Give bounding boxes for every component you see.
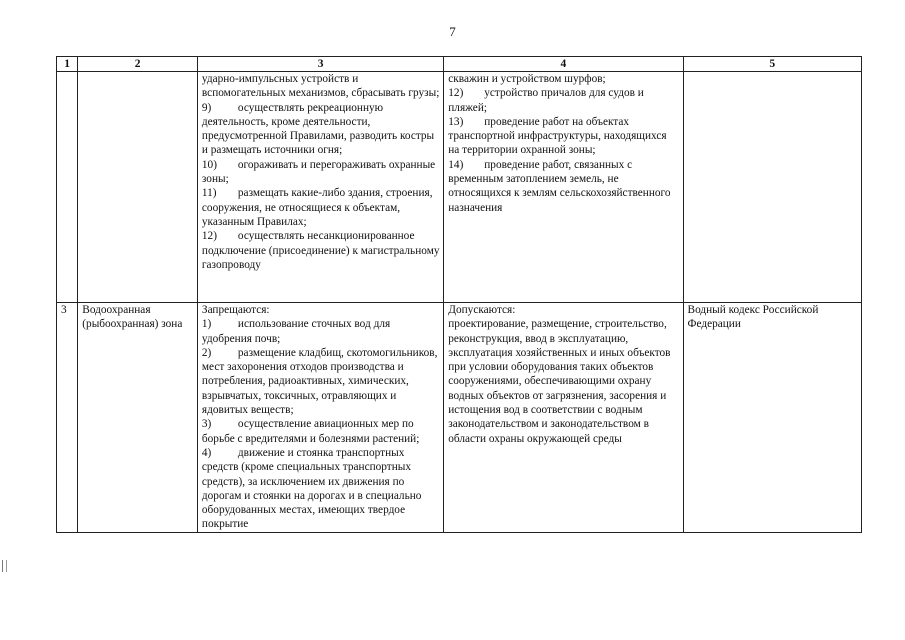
item-text: осуществлять рекреационную деятельность, кроме деятельности, предусмотренной Правилами, разводить костры и размещать источники огня; <box>201 101 435 157</box>
prohibition-item <box>202 446 440 532</box>
item-text: проведение работ на объектах транспортной инфраструктуры, находящихся на территории охранной зоны; <box>448 115 667 157</box>
table-row <box>57 303 862 533</box>
item-number: 4) <box>201 446 212 459</box>
prohibition-item <box>202 346 440 417</box>
row-number-cell: 3 <box>57 303 78 533</box>
prohibitions-intro: ударно-импульсных устройств и вспомогательных механизмов, сбрасывать грузы; <box>201 73 440 100</box>
item-text: использование сточных вод для удобрения почв; <box>201 318 391 345</box>
item-number: 9) <box>201 101 212 114</box>
prohibitions-cell <box>197 303 443 533</box>
item-text: осуществлять несанкционированное подключение (присоединение) к магистральному газопроводу <box>201 230 440 271</box>
column-header-1: 1 <box>57 57 78 72</box>
item-text: движение и стоянка транспортных средств (кроме специальных транспортных средств), за исключением их движения по дорогам и стоянки на дорогах и в специально оборудованных местах, имеющих твердое покрытие <box>201 446 422 531</box>
permissions-text: проектирование, размещение, строительство, реконструкция, ввод в эксплуатацию, эксплуатация хозяйственных и иных объектов при условии оборудования таких объектов сооружениями, обеспечивающими охрану водных объектов от загрязнения, засорения и истощения вод в соответствии с водным законодательством и законодательством в области охраны окружающей среды <box>448 318 671 445</box>
table-row <box>57 72 862 303</box>
item-text: устройство причалов для судов и пляжей; <box>448 87 644 114</box>
item-number: 12) <box>201 230 217 243</box>
prohibition-item <box>202 417 440 446</box>
item-number: 12) <box>448 87 464 100</box>
item-number: 14) <box>448 158 464 171</box>
item-text: огораживать и перегораживать охранные зоны; <box>201 158 436 186</box>
row-number-cell <box>57 72 78 303</box>
regulations-table <box>56 56 862 533</box>
prohibition-item <box>202 158 440 187</box>
column-header-3: 3 <box>197 57 443 72</box>
prohibition-item <box>202 186 440 229</box>
scan-artifact <box>2 560 7 572</box>
permissions-cell <box>444 303 683 533</box>
item-number: 2) <box>201 346 212 359</box>
item-number: 11) <box>201 187 217 200</box>
page-number: 7 <box>449 24 456 39</box>
item-number: 3) <box>201 418 212 431</box>
column-header-5: 5 <box>683 57 861 72</box>
permissions-intro: скважин и устройством шурфов; <box>448 73 606 85</box>
permissions-cell <box>444 72 683 303</box>
prohibition-item <box>202 317 440 346</box>
item-text: размещение кладбищ, скотомогильников, мест захоронения отходов производства и потребления, радиоактивных, химических, взрывчатых, токсичных, отравляющих и ядовитых веществ; <box>201 346 438 417</box>
column-header-4: 4 <box>444 57 683 72</box>
table-header-row <box>57 57 862 72</box>
item-number: 13) <box>448 115 464 128</box>
zone-name-cell <box>78 72 198 303</box>
item-text: осуществление авиационных мер по борьбе с вредителями и болезнями растений; <box>201 418 420 445</box>
prohibitions-cell <box>197 72 443 303</box>
permission-item <box>448 86 679 115</box>
item-number: 10) <box>201 158 217 171</box>
permission-item <box>448 115 679 158</box>
legal-basis-cell <box>683 72 861 303</box>
permissions-intro: Допускаются: <box>448 304 516 316</box>
item-text: проведение работ, связанных с временным затоплением земель, не относящихся к землям сельскохозяйственного назначения <box>448 158 671 214</box>
legal-basis-cell: Водный кодекс Российской Федерации <box>683 303 861 533</box>
item-number: 1) <box>201 318 212 331</box>
permission-item <box>448 158 679 215</box>
item-text: размещать какие-либо здания, строения, сооружения, не относящиеся к объектам, указанным Правилах; <box>201 187 433 228</box>
column-header-2: 2 <box>78 57 198 72</box>
zone-name-cell: Водоохранная (рыбоохранная) зона <box>78 303 198 533</box>
prohibition-item <box>202 229 440 272</box>
prohibitions-intro: Запрещаются: <box>201 304 270 316</box>
prohibition-item <box>202 101 440 158</box>
